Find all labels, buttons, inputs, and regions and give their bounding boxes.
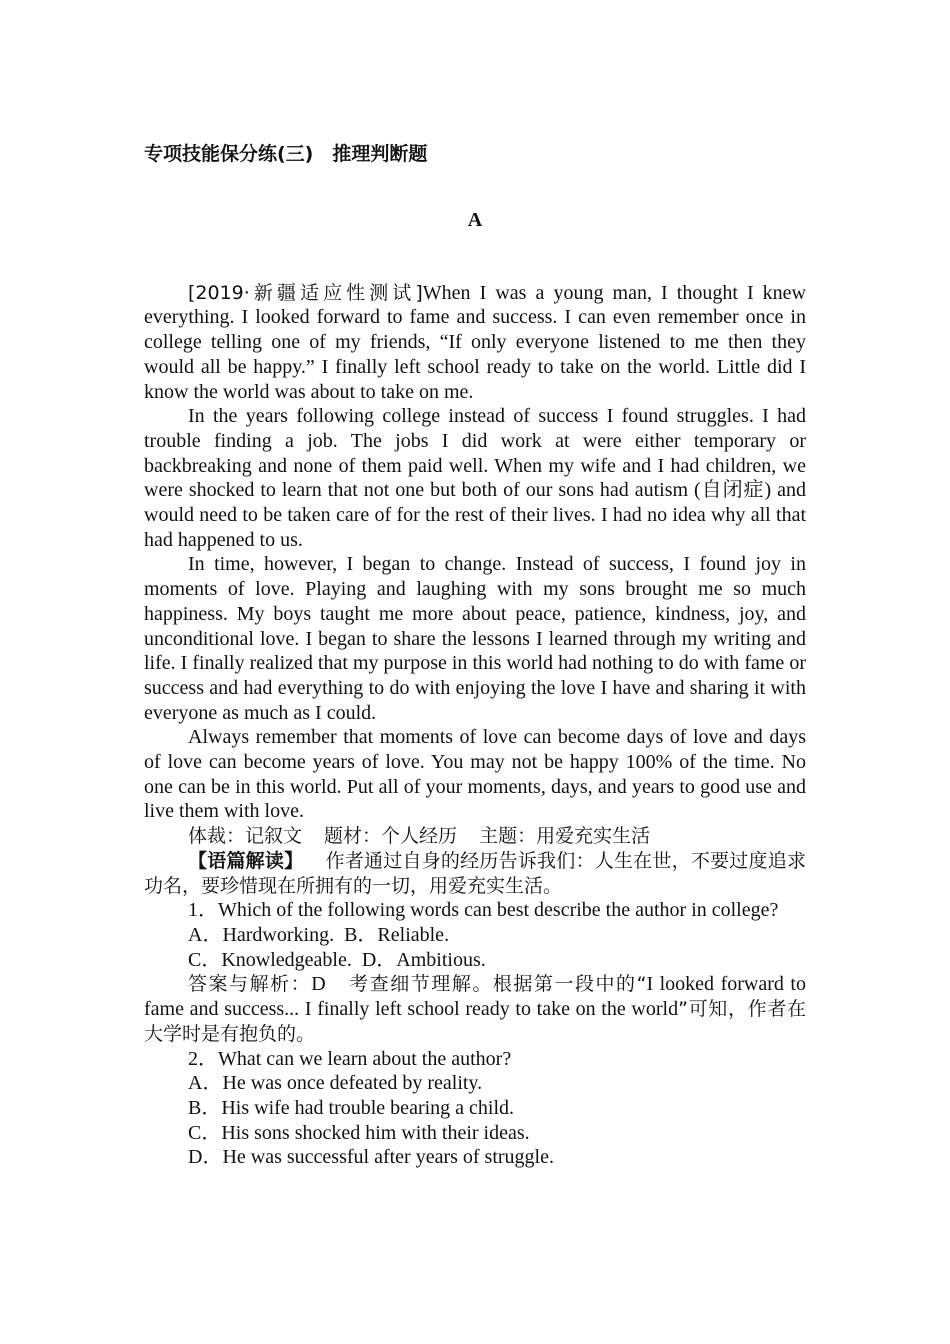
question-1-options-cd: C．Knowledgeable. D．Ambitious. bbox=[188, 948, 486, 971]
passage-paragraph-1: [2019·新疆适应性测试]When I was a young man, I thought I knew everything. I looked forward to fame and success. I can even remember once in college telling one of my friends, “If only everyone listened to me then they would all be happy.” I finally left school ready to take on the world. Little did I know the world was about to take on me. bbox=[144, 281, 806, 403]
question-2-option-b: B．His wife had trouble bearing a child. bbox=[188, 1096, 515, 1119]
question-1-stem: 1．Which of the following words can best describe the author in college? bbox=[188, 899, 779, 922]
passage-meta: 体裁：记叙文 题材：个人经历 主题：用爱充实生活 bbox=[188, 825, 651, 848]
source-tag: [2019·新疆适应性测试] bbox=[188, 281, 423, 304]
question-2-stem: 2．What can we learn about the author? bbox=[188, 1047, 512, 1070]
section-heading: A bbox=[467, 209, 483, 231]
page-title: 专项技能保分练(三) 推理判断题 bbox=[144, 143, 428, 165]
passage-paragraph-4: Always remember that moments of love can become days of love and days of love can become years of love. You may not be happy 100% of the time. No one can be in this world. Put all of your moments, days, and years to good use and live them with love. bbox=[144, 726, 806, 823]
question-2-option-a: A．He was once defeated by reality. bbox=[188, 1072, 483, 1095]
reading-analysis: 【语篇解读】 作者通过自身的经历告诉我们：人生在世，不要过度追求功名，要珍惜现在所拥有的一切，用爱充实生活。 bbox=[144, 849, 806, 897]
question-2-option-c: C．His sons shocked him with their ideas. bbox=[188, 1121, 530, 1144]
question-1-options-ab: A．Hardworking. B．Reliable. bbox=[188, 923, 450, 946]
passage-paragraph-2: In the years following college instead of success I found struggles. I had trouble finding a job. The jobs I did work at were either temporary or backbreaking and none of them paid well. When my wife and I had children, we were shocked to learn that not one but both of our sons had autism (自闭症) and would need to be taken care of for the rest of their lives. I had no idea why all that had happened to us. bbox=[144, 405, 806, 551]
question-2-option-d: D．He was successful after years of struggle. bbox=[188, 1146, 554, 1169]
passage-paragraph-3: In time, however, I began to change. Instead of success, I found joy in moments of love. Playing and laughing with my sons brought me so much happiness. My boys taught me more about peace, patience, kindness, joy, and unconditional love. I began to share the lessons I learned through my writing and life. I finally realized that my purpose in this world had nothing to do with fame or success and had everything to do with enjoying the love I have and sharing it with everyone as much as I could. bbox=[144, 553, 806, 724]
document-page bbox=[144, 140, 806, 1170]
question-1-answer: 答案与解析：D 考查细节理解。根据第一段中的“I looked forward to fame and success... I finally left school ready to take on the world”可知，作者在大学时是有抱负的。 bbox=[144, 973, 807, 1045]
